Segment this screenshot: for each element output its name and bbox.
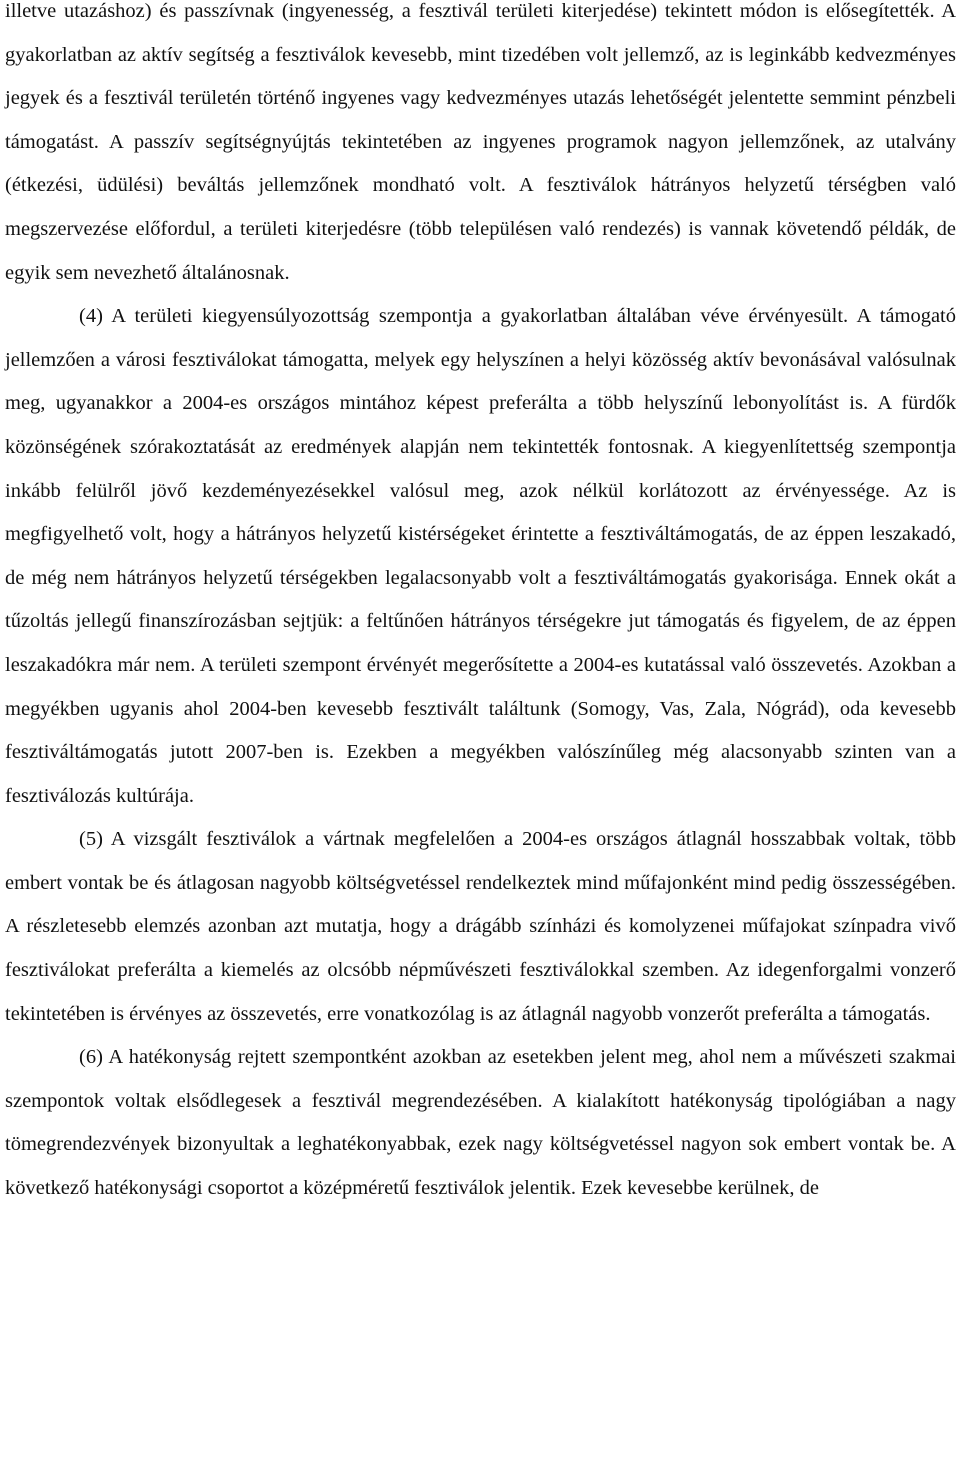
document-page [5, 0, 956, 1211]
paragraph-passive-assistance: illetve utazáshoz) és passzívnak (ingyenesség, a fesztivál területi kiterjedése) tekintett módon is elősegítették. A gyakorlatban az aktív segítség a fesztiválok kevesebb, mint tizedében volt jellemző, az is leginkább kedvezményes jegyek és a fesztivál területén történő ingyenes vagy kedvezményes utazás lehetőségét jelentette semmint pénzbeli támogatást. A passzív segítségnyújtás tekintetében az ingyenes programok nagyon jellemzőnek, az utalvány (étkezési, üdülési) beváltás jellemzőnek mondható volt. A fesztiválok hátrányos helyzetű térségben való megszervezése előfordul, a területi kiterjedésre (több településen való rendezés) is vannak követendő példák, de egyik sem nevezhető általánosnak. [5, 0, 956, 284]
paragraph-5-festival-size: (5) A vizsgált fesztiválok a vártnak megfelelően a 2004-es országos átlagnál hosszabbak voltak, több embert vontak be és átlagosan nagyobb költségvetéssel rendelkeztek mind műfajonként mind pedig összességében. A részletesebb elemzés azonban azt mutatja, hogy a drágább színházi és komolyzenei műfajokat színpadra vivő fesztiválokat preferálta a kiemelés az olcsóbb népművészeti fesztiválokkal szemben. Az idegenforgalmi vonzerő tekintetében is érvényes az összevetés, erre vonatkozólag is az átlagnál nagyobb vonzerőt preferálta a támogatás. [5, 828, 956, 1025]
paragraph-6-efficiency: (6) A hatékonyság rejtett szempontként azokban az esetekben jelent meg, ahol nem a művészeti szakmai szempontok voltak elsődlegesek a fesztivál megrendezésében. A kialakított hatékonyság tipológiában a nagy tömegrendezvények bizonyultak a leghatékonyabbak, ezek nagy költségvetéssel nagyon sok embert vontak be. A következő hatékonysági csoportot a középméretű fesztiválok jelentik. Ezek kevesebbe kerülnek, de [5, 1046, 956, 1200]
paragraph-4-territorial-balance: (4) A területi kiegyensúlyozottság szempontja a gyakorlatban általában véve érvényesült. A támogató jellemzően a városi fesztiválokat támogatta, melyek egy helyszínen a helyi közösség aktív bevonásával valósulnak meg, ugyanakkor a 2004-es országos mintához képest preferálta a több helyszínű lebonyolítást is. A fürdők közönségének szórakoztatását az eredmények alapján nem tekintették fontosnak. A kiegyenlítettség szempontja inkább felülről jövő kezdeményezésekkel valósul meg, azok nélkül korlátozott az érvényessége. Az is megfigyelhető volt, hogy a hátrányos helyzetű kistérségeket érintette a fesztiváltámogatás, de az éppen leszakadó, de még nem hátrányos helyzetű térségekben legalacsonyabb volt a fesztiváltámogatás gyakorisága. Ennek okát a tűzoltás jellegű finanszírozásban sejtjük: a feltűnően hátrányos térségekre jut támogatás és figyelem, de az éppen leszakadókra már nem. A területi szempont érvényét megerősítette a 2004-es kutatással való összevetés. Azokban a megyékben ugyanis ahol 2004-ben kevesebb fesztivált találtunk (Somogy, Vas, Zala, Nógrád), oda kevesebb fesztiváltámogatás jutott 2007-ben is. Ezekben a megyékben valószínűleg még alacsonyabb szinten van a fesztiválozás kultúrája. [5, 305, 956, 807]
